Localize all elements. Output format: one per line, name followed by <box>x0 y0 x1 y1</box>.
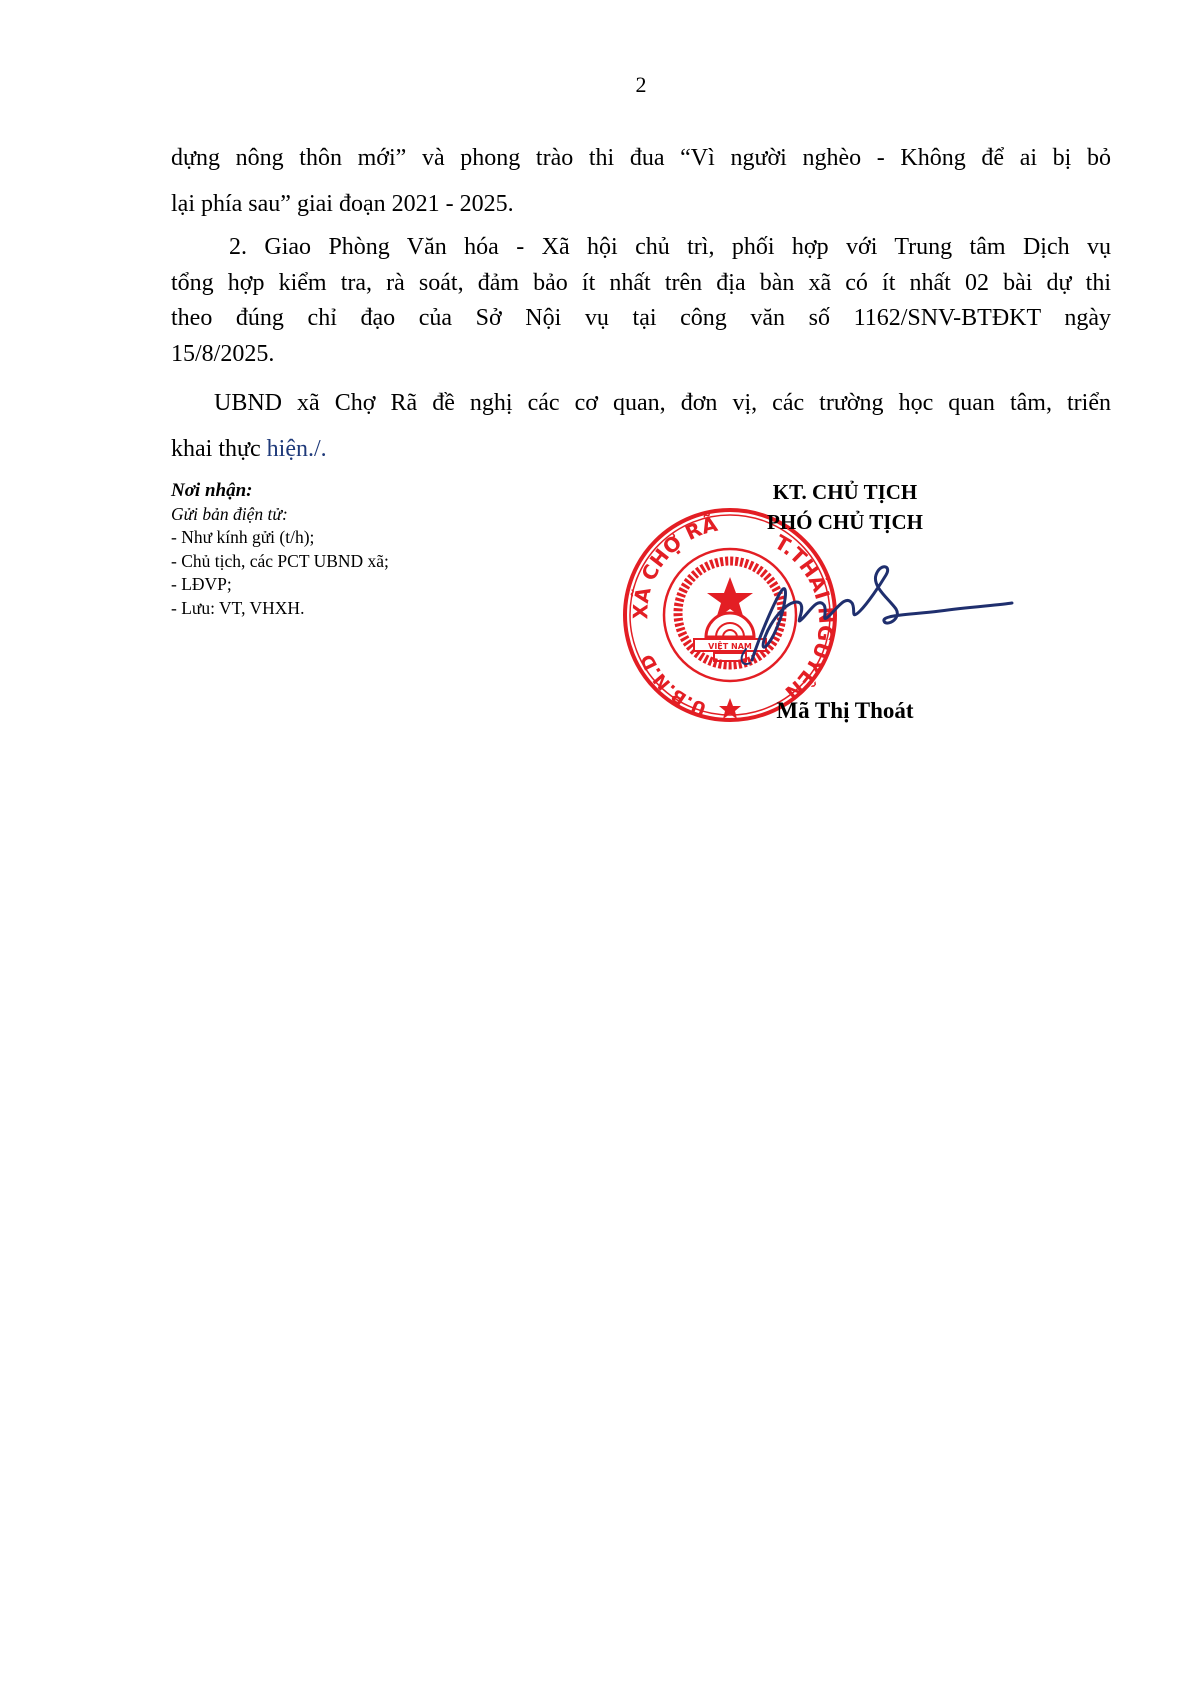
closing-text: hiện./. <box>266 436 327 462</box>
recipient-item: - Lưu: VT, VHXH. <box>171 597 305 618</box>
paragraph-1-line-1: dựng nông thôn mới” và phong trào thi đua “Vì người nghèo - Không để ai bị bỏ <box>171 145 1111 171</box>
signature-title-block <box>700 477 990 537</box>
recipient-item: - Như kính gửi (t/h); <box>171 527 315 547</box>
signer-name: Mã Thị Thoát <box>776 698 914 723</box>
handwritten-signature <box>690 545 1020 675</box>
recipients-block <box>171 479 389 620</box>
stamp-emblem-banner: VIỆT NAM <box>708 642 752 651</box>
paragraph-1-line-2: lại phía sau” giai đoạn 2021 - 2025. <box>171 191 514 217</box>
paragraph-2 <box>171 230 1111 372</box>
signature-title-line-2: PHÓ CHỦ TỊCH <box>767 510 923 534</box>
paragraph-3-line-2 <box>171 426 1111 472</box>
paragraph-2-line-2: tổng hợp kiểm tra, rà soát, đảm bảo ít nhất trên địa bàn xã có ít nhất 02 bài dự thi <box>171 269 1111 296</box>
stamp-right-text: T.THÁI NGUYÊN <box>770 529 839 705</box>
stamp-left-text: U.B.N.D <box>636 650 710 720</box>
paragraph-1 <box>171 135 1111 227</box>
paragraph-3-line-2-text: khai thực <box>171 436 267 462</box>
paragraph-3 <box>171 380 1111 472</box>
paragraph-2-line-4: 15/8/2025. <box>171 340 275 367</box>
paragraph-2-line-1: 2. Giao Phòng Văn hóa - Xã hội chủ trì, phối hợp với Trung tâm Dịch vụ <box>229 234 1111 260</box>
signature-title-line-1: KT. CHỦ TỊCH <box>772 480 918 504</box>
recipients-subheading: Gửi bản điện tử: <box>171 503 288 524</box>
paragraph-3-line-1: UBND xã Chợ Rã đề nghị các cơ quan, đơn vị, các trường học quan tâm, triển <box>214 390 1111 416</box>
recipient-item: - LĐVP; <box>171 574 232 594</box>
paragraph-2-line-3: theo đúng chỉ đạo của Sở Nội vụ tại công văn số 1162/SNV-BTĐKT ngày <box>171 305 1111 331</box>
page-number: 2 <box>635 72 647 97</box>
recipients-heading: Nơi nhận: <box>171 480 253 501</box>
recipient-item: - Chủ tịch, các PCT UBND xã; <box>171 550 389 571</box>
stamp-top-text: XÃ CHỢ RÃ <box>628 511 720 620</box>
